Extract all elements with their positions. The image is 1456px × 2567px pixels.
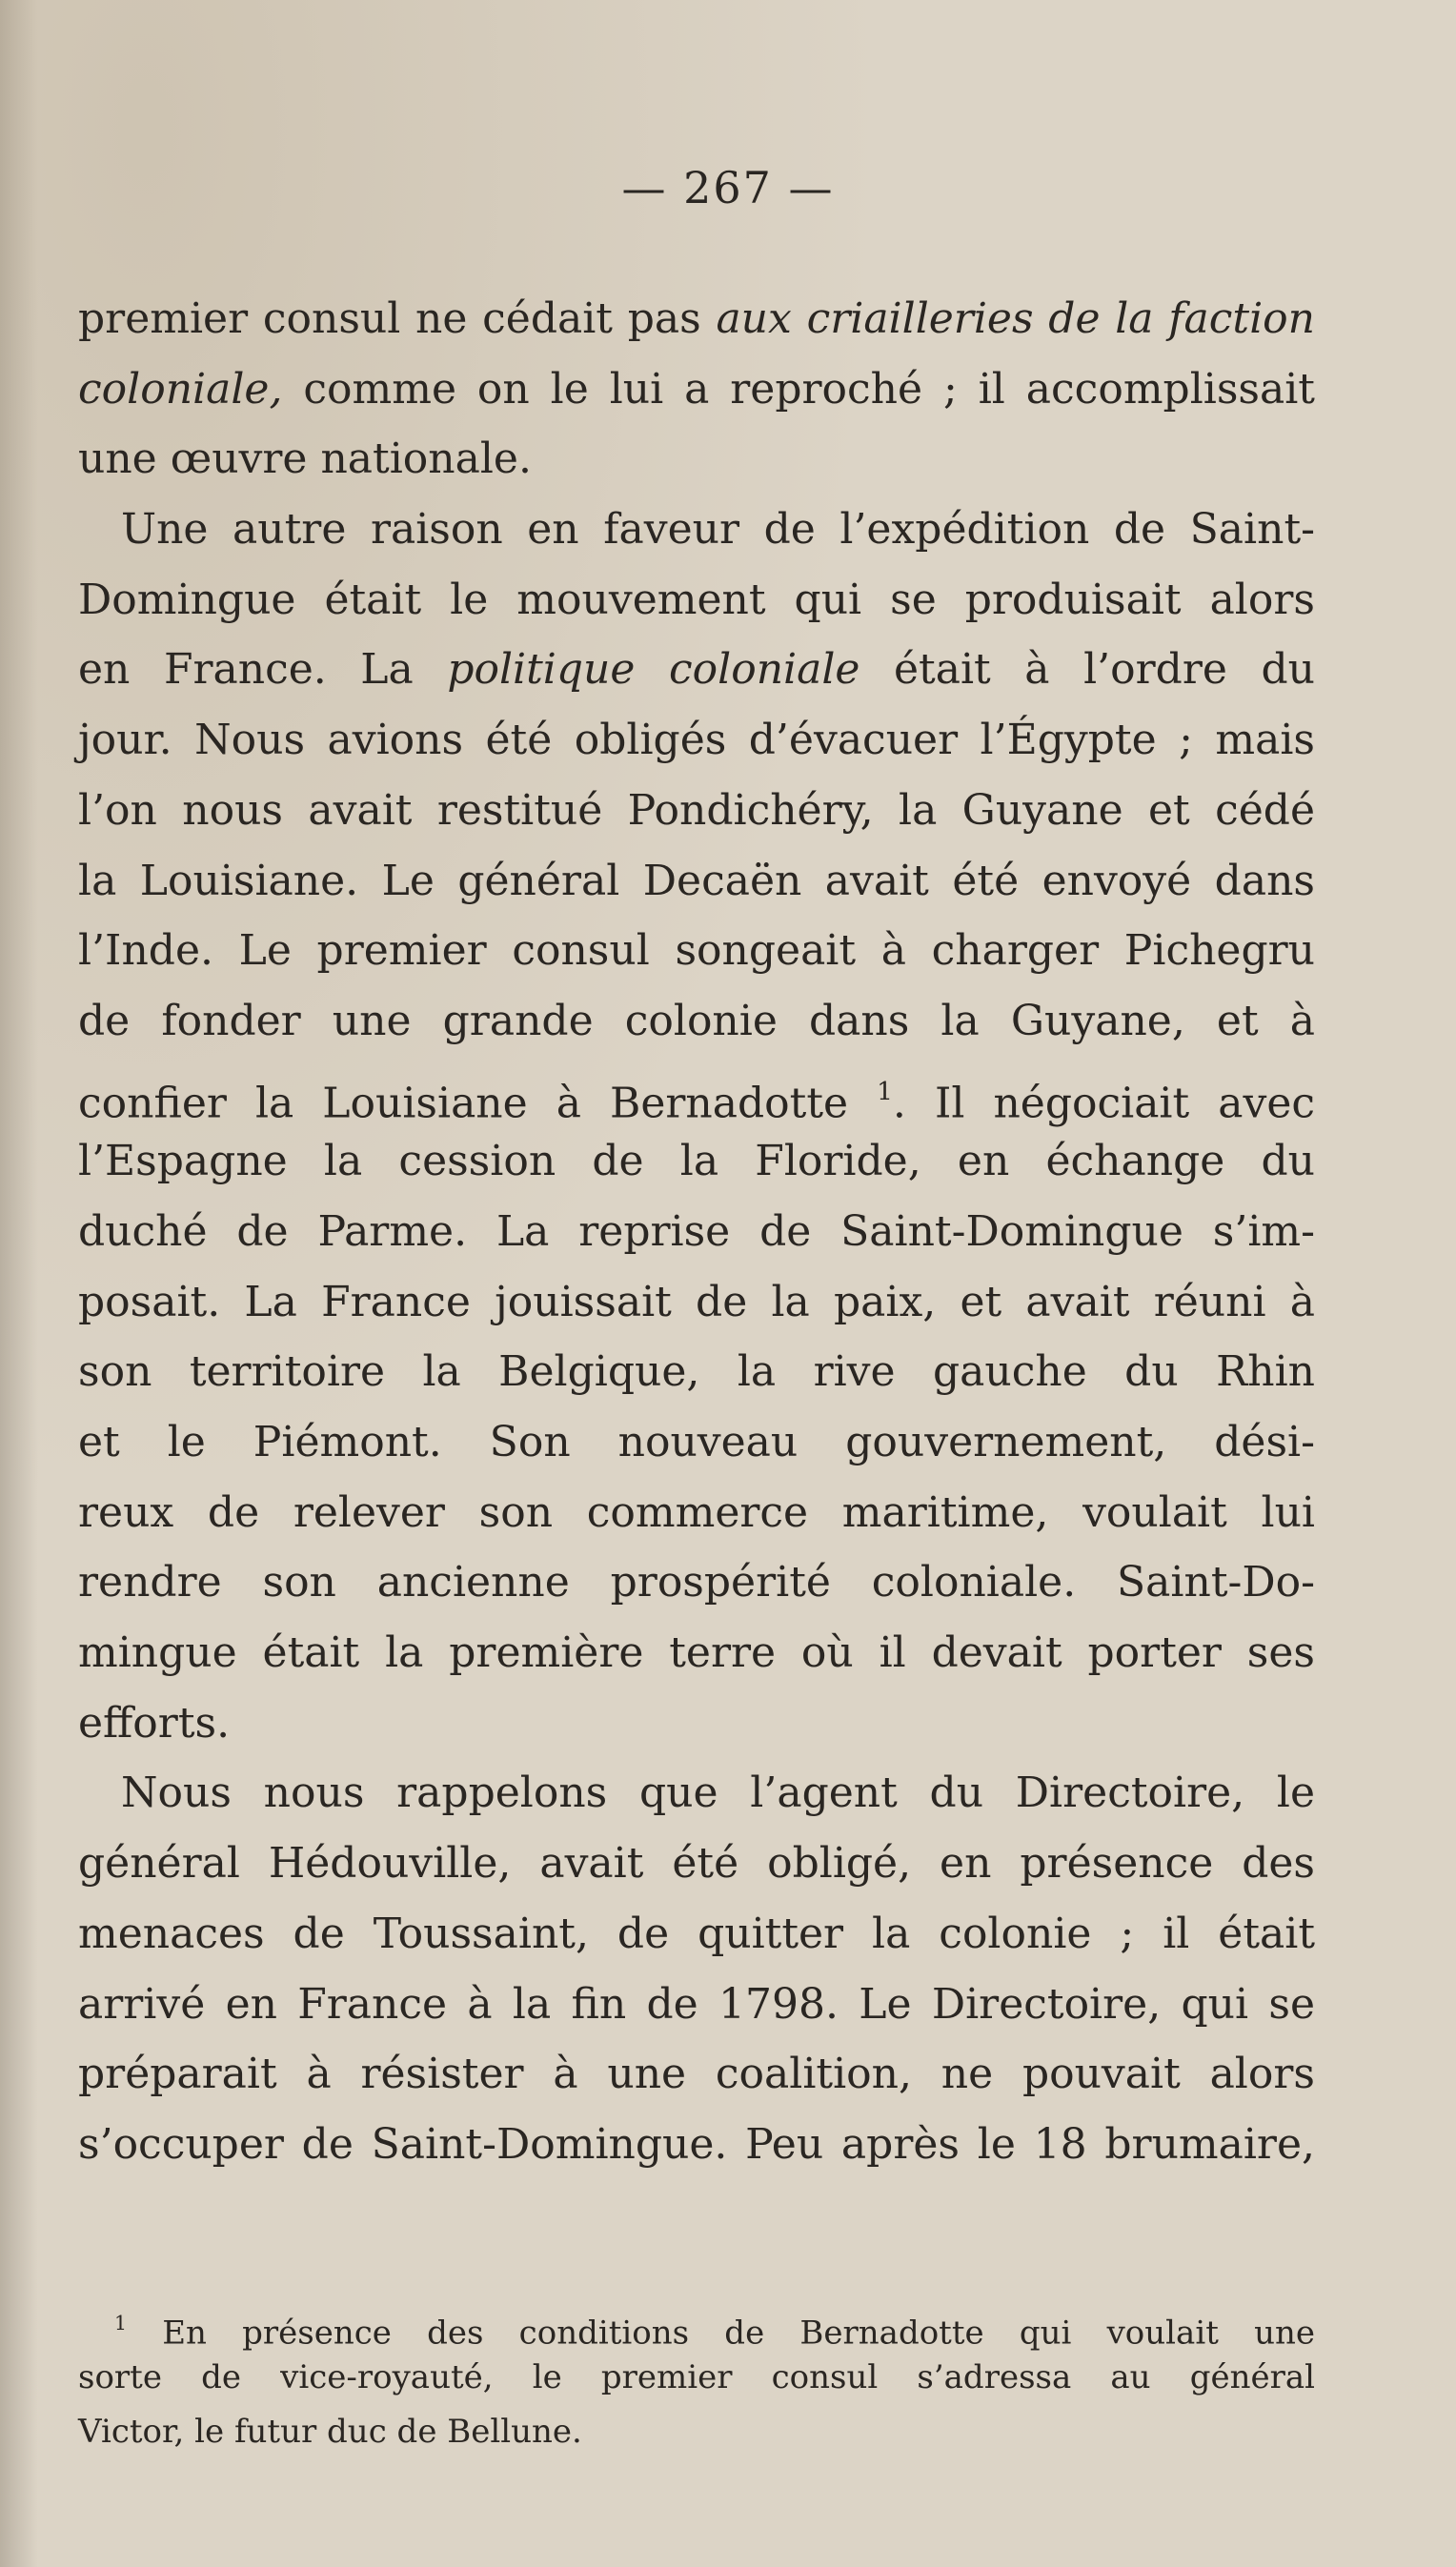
text-line: Domingue était le mouvement qui se produisait alors <box>78 575 1315 624</box>
text-line: général Hédouville, avait été obligé, en présence des <box>78 1839 1315 1889</box>
text-line: s’occuper de Saint-Domingue. Peu après le 18 brumaire, <box>78 2119 1315 2169</box>
text-line: efforts. <box>78 1698 231 1748</box>
text-line: la Louisiane. Le général Decaën avait été envoyé dans <box>78 856 1315 905</box>
text-line: de fonder une grande colonie dans la Guyane, et à <box>78 996 1315 1045</box>
text-line: confier la Louisiane à Bernadotte $^1$. Il négociait avec <box>78 1076 1316 1128</box>
text-line: préparait à résister à une coalition, ne pouvait alors <box>78 2050 1315 2099</box>
paragraph-start: Nous nous rappelons que l’agent du Directoire, le <box>121 1769 1315 1818</box>
text-line: posait. La France jouissait de la paix, et avait réuni à <box>78 1277 1315 1326</box>
italic-text: aux criailleries de la faction <box>716 294 1316 343</box>
footnote-line: Victor, le futur duc de Bellune. <box>78 2413 582 2451</box>
text-line: rendre son ancienne prospérité coloniale. Saint-Do- <box>78 1558 1315 1607</box>
italic-text: coloniale, <box>78 364 283 414</box>
text-line: mingue était la première terre où il devait porter ses <box>78 1628 1315 1678</box>
footnote <box>78 2296 1315 2459</box>
text-line: jour. Nous avions été obligés d’évacuer l’Égypte ; mais <box>78 716 1315 765</box>
text-line: et le Piémont. Son nouveau gouvernement, dési- <box>78 1418 1315 1466</box>
footnote-reference: 1 <box>877 1076 893 1106</box>
footnote-marker: 1 <box>114 2312 127 2335</box>
text-line: l’Espagne la cession de la Floride, en échange du <box>78 1137 1315 1186</box>
text-line: arrivé en France à la fin de 1798. Le Directoire, qui se <box>78 1979 1315 2029</box>
footnote-line: sorte de vice-royauté, le premier consul s’adressa au général <box>78 2358 1315 2396</box>
footnote-line: $^1$ En présence des conditions de Bernadotte qui voulait une <box>114 2312 1315 2353</box>
text-line: coloniale, comme on le lui a reproché ; il accomplissait <box>78 364 1315 414</box>
main-text <box>78 284 1315 2180</box>
text-line: duché de Parme. La reprise de Saint-Domingue s’im- <box>78 1206 1315 1256</box>
text-line: son territoire la Belgique, la rive gauche du Rhin <box>78 1347 1315 1397</box>
page-number: — 267 — <box>621 162 835 213</box>
text-line: reux de relever son commerce maritime, voulait lui <box>78 1487 1315 1537</box>
text-line: l’Inde. Le premier consul songeait à charger Pichegru <box>78 926 1315 976</box>
text-line: premier consul ne cédait pas aux criailleries de la faction <box>78 294 1316 343</box>
text-line: menaces de Toussaint, de quitter la colonie ; il était <box>78 1909 1315 1958</box>
italic-text: politique coloniale <box>447 645 860 695</box>
text-line: l’on nous avait restitué Pondichéry, la Guyane et cédé <box>78 785 1315 835</box>
paragraph-start: Une autre raison en faveur de l’expédition de Saint- <box>121 505 1315 555</box>
text-line: une œuvre nationale. <box>78 435 532 484</box>
text-line: en France. La politique coloniale était à l’ordre du <box>78 645 1315 695</box>
